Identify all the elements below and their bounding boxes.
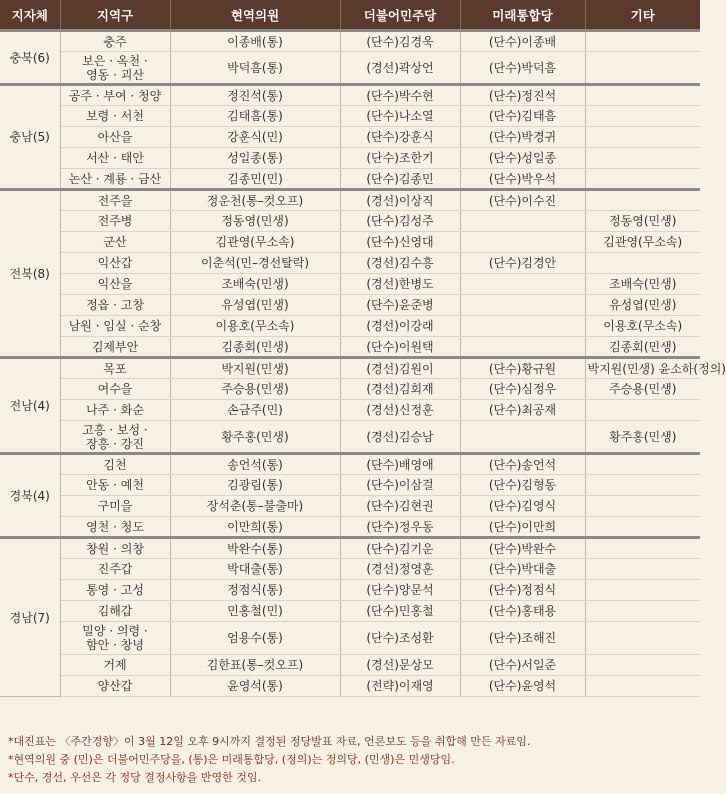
incumbent-cell: 성일종(통) — [170, 148, 340, 169]
district-cell: 전주병 — [60, 211, 170, 232]
table-row — [0, 52, 700, 85]
united-future-candidate-cell: (단수)이종배 — [460, 31, 585, 52]
democratic-candidate-cell: (단수)민홍철 — [340, 601, 460, 622]
incumbent-cell: 황주홍(민생) — [170, 421, 340, 454]
other-candidate-cell — [585, 190, 700, 211]
incumbent-cell: 이춘석(민–경선탈락) — [170, 253, 340, 274]
united-future-candidate-cell: (단수)정점식 — [460, 580, 585, 601]
incumbent-cell: 박대출(통) — [170, 559, 340, 580]
incumbent-cell: 박덕흠(통) — [170, 52, 340, 85]
other-candidate-cell: 황주홍(민생) — [585, 421, 700, 454]
united-future-candidate-cell: (단수)서일준 — [460, 655, 585, 676]
table-row — [0, 337, 700, 358]
democratic-candidate-cell: (단수)박수현 — [340, 85, 460, 106]
district-cell: 익산갑 — [60, 253, 170, 274]
table-row — [0, 85, 700, 106]
other-candidate-cell — [585, 475, 700, 496]
table-row — [0, 475, 700, 496]
united-future-candidate-cell: (단수)성일종 — [460, 148, 585, 169]
province-cell: 경북(4) — [0, 454, 60, 538]
united-future-candidate-cell: (단수)심정우 — [460, 379, 585, 400]
united-future-candidate-cell: (단수)이수진 — [460, 190, 585, 211]
header-incumbent: 현역의원 — [170, 0, 340, 31]
other-candidate-cell — [585, 85, 700, 106]
table-row — [0, 232, 700, 253]
table-row — [0, 127, 700, 148]
table-row — [0, 316, 700, 337]
table-row — [0, 655, 700, 676]
table-row — [0, 274, 700, 295]
incumbent-cell: 정점식(통) — [170, 580, 340, 601]
table-row — [0, 253, 700, 274]
district-cell: 여수을 — [60, 379, 170, 400]
other-candidate-cell: 김관영(무소속) — [585, 232, 700, 253]
other-candidate-cell: 김종회(민생) — [585, 337, 700, 358]
table-row — [0, 295, 700, 316]
district-cell: 거제 — [60, 655, 170, 676]
header-united-future-party: 미래통합당 — [460, 0, 585, 31]
district-cell: 전주을 — [60, 190, 170, 211]
democratic-candidate-cell: (단수)배영애 — [340, 454, 460, 475]
table-row — [0, 517, 700, 538]
footnote: *단수, 경선, 우선은 각 정당 결정사항을 반영한 것임. — [8, 771, 261, 784]
district-cell: 창원 · 의창 — [60, 538, 170, 559]
other-candidate-cell — [585, 52, 700, 85]
header-district: 지역구 — [60, 0, 170, 31]
district-cell: 김제부안 — [60, 337, 170, 358]
incumbent-cell: 김관영(무소속) — [170, 232, 340, 253]
district-cell: 나주 · 화순 — [60, 400, 170, 421]
district-cell: 고흥 · 보성 · 장흥 · 강진 — [60, 421, 170, 454]
incumbent-cell: 김태흠(통) — [170, 106, 340, 127]
footnote: *현역의원 중 (민)은 더불어민주당을, (통)은 미래통합당, (정의)는 정의당, (민생)은 민생당임. — [8, 753, 455, 766]
province-cell: 전북(8) — [0, 190, 60, 358]
united-future-candidate-cell — [460, 316, 585, 337]
table-row — [0, 400, 700, 421]
province-cell: 전남(4) — [0, 358, 60, 454]
table-row — [0, 622, 700, 655]
other-candidate-cell — [585, 676, 700, 697]
incumbent-cell: 이종배(통) — [170, 31, 340, 52]
democratic-candidate-cell: (경선)김수흥 — [340, 253, 460, 274]
other-candidate-cell — [585, 559, 700, 580]
united-future-candidate-cell: (단수)황규원 — [460, 358, 585, 379]
table-header-row — [0, 0, 700, 31]
united-future-candidate-cell: (단수)이만희 — [460, 517, 585, 538]
header-province: 지자체 — [0, 0, 60, 31]
other-candidate-cell — [585, 580, 700, 601]
table-row — [0, 106, 700, 127]
democratic-candidate-cell: (단수)김종민 — [340, 169, 460, 190]
united-future-candidate-cell: (단수)송언석 — [460, 454, 585, 475]
table-row — [0, 358, 700, 379]
district-cell: 논산 · 계룡 · 금산 — [60, 169, 170, 190]
democratic-candidate-cell: (단수)김성주 — [340, 211, 460, 232]
province-cell: 경남(7) — [0, 538, 60, 697]
incumbent-cell: 박완수(통) — [170, 538, 340, 559]
district-cell: 공주 · 부여 · 청양 — [60, 85, 170, 106]
other-candidate-cell: 이용호(무소속) — [585, 316, 700, 337]
united-future-candidate-cell: (단수)김경안 — [460, 253, 585, 274]
democratic-candidate-cell: (단수)조성환 — [340, 622, 460, 655]
incumbent-cell: 엄용수(통) — [170, 622, 340, 655]
democratic-candidate-cell: (단수)이원택 — [340, 337, 460, 358]
united-future-candidate-cell: (단수)홍태용 — [460, 601, 585, 622]
other-candidate-cell — [585, 622, 700, 655]
incumbent-cell: 김종민(민) — [170, 169, 340, 190]
footnote: *대진표는 〈주간경향〉이 3월 12일 오후 9시까지 결정된 정당발표 자료, 언론보도 등을 취합해 만든 자료임. — [8, 735, 531, 748]
incumbent-cell: 박지원(민생) — [170, 358, 340, 379]
district-cell: 안동 · 예천 — [60, 475, 170, 496]
democratic-candidate-cell: (경선)김회재 — [340, 379, 460, 400]
incumbent-cell: 김광림(통) — [170, 475, 340, 496]
incumbent-cell: 송언석(통) — [170, 454, 340, 475]
district-cell: 밀양 · 의령 · 함안 · 창녕 — [60, 622, 170, 655]
united-future-candidate-cell: (단수)최공재 — [460, 400, 585, 421]
district-cell: 통영 · 고성 — [60, 580, 170, 601]
democratic-candidate-cell: (단수)정우동 — [340, 517, 460, 538]
incumbent-cell: 유성엽(민생) — [170, 295, 340, 316]
table-row — [0, 31, 700, 52]
democratic-candidate-cell: (경선)곽상언 — [340, 52, 460, 85]
incumbent-cell: 윤영석(통) — [170, 676, 340, 697]
united-future-candidate-cell: (단수)조해진 — [460, 622, 585, 655]
district-cell: 충주 — [60, 31, 170, 52]
other-candidate-cell — [585, 496, 700, 517]
other-candidate-cell — [585, 601, 700, 622]
other-candidate-cell — [585, 148, 700, 169]
other-candidate-cell — [585, 538, 700, 559]
incumbent-cell: 장석춘(통–불출마) — [170, 496, 340, 517]
democratic-candidate-cell: (경선)김승남 — [340, 421, 460, 454]
united-future-candidate-cell — [460, 211, 585, 232]
united-future-candidate-cell: (단수)윤영석 — [460, 676, 585, 697]
table-row — [0, 421, 700, 454]
table-row — [0, 496, 700, 517]
table-row — [0, 379, 700, 400]
incumbent-cell: 주승용(민생) — [170, 379, 340, 400]
united-future-candidate-cell: (단수)박완수 — [460, 538, 585, 559]
other-candidate-cell — [585, 253, 700, 274]
united-future-candidate-cell: (단수)박우석 — [460, 169, 585, 190]
district-cell: 김해갑 — [60, 601, 170, 622]
united-future-candidate-cell: (단수)박대출 — [460, 559, 585, 580]
table-row — [0, 454, 700, 475]
democratic-candidate-cell: (단수)이삼걸 — [340, 475, 460, 496]
incumbent-cell: 김한표(통–컷오프) — [170, 655, 340, 676]
united-future-candidate-cell — [460, 232, 585, 253]
district-cell: 보령 · 서천 — [60, 106, 170, 127]
incumbent-cell: 이만희(통) — [170, 517, 340, 538]
united-future-candidate-cell — [460, 337, 585, 358]
incumbent-cell: 조배숙(민생) — [170, 274, 340, 295]
district-cell: 남원 · 임실 · 순창 — [60, 316, 170, 337]
district-cell: 진주갑 — [60, 559, 170, 580]
incumbent-cell: 정진석(통) — [170, 85, 340, 106]
incumbent-cell: 손금주(민) — [170, 400, 340, 421]
democratic-candidate-cell: (경선)김원이 — [340, 358, 460, 379]
district-cell: 영천 · 청도 — [60, 517, 170, 538]
democratic-candidate-cell: (단수)윤준병 — [340, 295, 460, 316]
table-body — [0, 31, 726, 697]
header-others: 기타 — [585, 0, 700, 31]
district-cell: 구미을 — [60, 496, 170, 517]
table-row — [0, 580, 700, 601]
other-candidate-cell — [585, 169, 700, 190]
district-cell: 정읍 · 고창 — [60, 295, 170, 316]
incumbent-cell: 정운천(통–컷오프) — [170, 190, 340, 211]
united-future-candidate-cell: (단수)김태흠 — [460, 106, 585, 127]
democratic-candidate-cell: (단수)조한기 — [340, 148, 460, 169]
table-row — [0, 190, 700, 211]
incumbent-cell: 이용호(무소속) — [170, 316, 340, 337]
other-candidate-cell: 유성엽(민생) — [585, 295, 700, 316]
democratic-candidate-cell: (단수)김기운 — [340, 538, 460, 559]
table-row — [0, 559, 700, 580]
other-candidate-cell: 정동영(민생) — [585, 211, 700, 232]
district-cell: 목포 — [60, 358, 170, 379]
other-candidate-cell — [585, 655, 700, 676]
district-cell: 군산 — [60, 232, 170, 253]
democratic-candidate-cell: (경선)한병도 — [340, 274, 460, 295]
district-cell: 보은 · 옥천 · 영동 · 괴산 — [60, 52, 170, 85]
united-future-candidate-cell — [460, 274, 585, 295]
other-candidate-cell — [585, 127, 700, 148]
district-cell: 양산갑 — [60, 676, 170, 697]
other-candidate-cell — [585, 106, 700, 127]
table-row — [0, 148, 700, 169]
district-cell: 익산을 — [60, 274, 170, 295]
table-row — [0, 211, 700, 232]
footnotes — [8, 733, 696, 787]
democratic-candidate-cell: (단수)양문석 — [340, 580, 460, 601]
democratic-candidate-cell: (경선)정영훈 — [340, 559, 460, 580]
header-democratic-party: 더불어민주당 — [340, 0, 460, 31]
province-cell: 충북(6) — [0, 31, 60, 85]
democratic-candidate-cell: (단수)김현권 — [340, 496, 460, 517]
district-cell: 김천 — [60, 454, 170, 475]
democratic-candidate-cell: (경선)문상모 — [340, 655, 460, 676]
united-future-candidate-cell — [460, 295, 585, 316]
district-cell: 서산 · 태안 — [60, 148, 170, 169]
other-candidate-cell: 주승용(민생) — [585, 379, 700, 400]
democratic-candidate-cell: (단수)신영대 — [340, 232, 460, 253]
table-row — [0, 676, 700, 697]
other-candidate-cell — [585, 454, 700, 475]
table-row — [0, 538, 700, 559]
incumbent-cell: 강훈식(민) — [170, 127, 340, 148]
united-future-candidate-cell: (단수)김형동 — [460, 475, 585, 496]
united-future-candidate-cell: (단수)박덕흠 — [460, 52, 585, 85]
united-future-candidate-cell: (단수)김영식 — [460, 496, 585, 517]
democratic-candidate-cell: (경선)이상직 — [340, 190, 460, 211]
democratic-candidate-cell: (경선)이강래 — [340, 316, 460, 337]
table-row — [0, 601, 700, 622]
incumbent-cell: 민홍철(민) — [170, 601, 340, 622]
other-candidate-cell — [585, 517, 700, 538]
table-row — [0, 169, 700, 190]
other-candidate-cell — [585, 400, 700, 421]
democratic-candidate-cell: (전략)이재영 — [340, 676, 460, 697]
democratic-candidate-cell: (경선)신정훈 — [340, 400, 460, 421]
other-candidate-cell: 박지원(민생) 윤소하(정의) — [585, 358, 700, 379]
incumbent-cell: 김종회(민생) — [170, 337, 340, 358]
democratic-candidate-cell: (단수)강훈식 — [340, 127, 460, 148]
district-cell: 아산을 — [60, 127, 170, 148]
province-cell: 충남(5) — [0, 85, 60, 190]
united-future-candidate-cell: (단수)박경귀 — [460, 127, 585, 148]
incumbent-cell: 정동영(민생) — [170, 211, 340, 232]
other-candidate-cell — [585, 31, 700, 52]
democratic-candidate-cell: (단수)나소열 — [340, 106, 460, 127]
united-future-candidate-cell: (단수)정진석 — [460, 85, 585, 106]
united-future-candidate-cell — [460, 421, 585, 454]
other-candidate-cell: 조배숙(민생) — [585, 274, 700, 295]
democratic-candidate-cell: (단수)김경욱 — [340, 31, 460, 52]
